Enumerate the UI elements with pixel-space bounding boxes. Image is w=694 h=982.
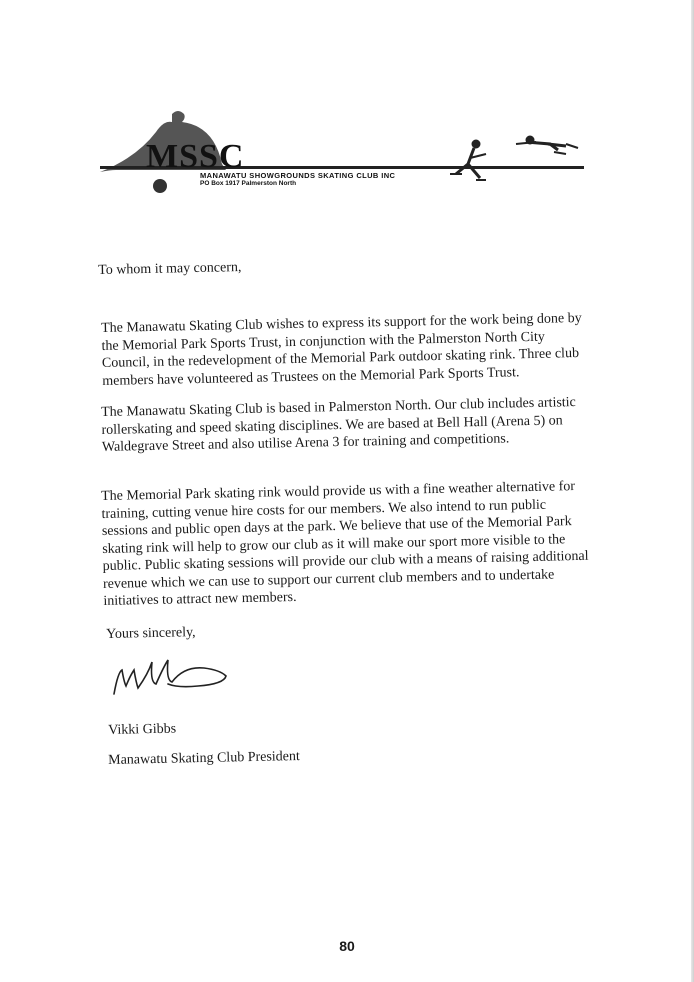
signer-title: Manawatu Skating Club President xyxy=(108,748,300,768)
letter-greeting: To whom it may concern, xyxy=(98,259,242,278)
letter-paragraph: The Manawatu Skating Club is based in Palmerston North. Our club includes artistic rollerskating and speed skating disciplines. We are based at Bell Hall (Arena 5) on Waldegrave Street and also utilise Arena 3 for training and competitions. xyxy=(101,395,576,455)
skater-icon xyxy=(450,140,486,180)
speed-skater-icon xyxy=(516,136,578,154)
letter-paragraph: The Memorial Park skating rink would provide us with a fine weather alternative for training, cutting venue hire costs for our members. We also intend to run public sessions and public open days at the park. We believe that use of the Memorial Park skating rink will help to grow our club as it will make our sport more visible to the public. Public skating sessions will provide our club with a means of raising additional revenue which we can use to support our current club members and to undertake initiatives to attract new members. xyxy=(101,479,589,609)
letter-closing: Yours sincerely, xyxy=(106,625,196,642)
page-number: 80 xyxy=(339,938,355,954)
logo-text: MSSC xyxy=(146,138,245,175)
bell-clapper-icon xyxy=(153,179,167,193)
club-name: MANAWATU SHOWGROUNDS SKATING CLUB INC xyxy=(200,171,396,180)
club-address: PO Box 1917 Palmerston North xyxy=(200,180,297,187)
letterhead xyxy=(96,108,586,200)
signer-name: Vikki Gibbs xyxy=(108,721,177,738)
signature-image xyxy=(108,652,238,702)
letter-paragraph: The Manawatu Skating Club wishes to express its support for the work being done by the Memorial Park Sports Trust, in conjunction with the Palmerston North City Council, in the redevelopment of the Memorial Park outdoor skating rink. Three club members have volunteered as Trustees on the Memorial Park Sports Trust. xyxy=(101,310,582,389)
